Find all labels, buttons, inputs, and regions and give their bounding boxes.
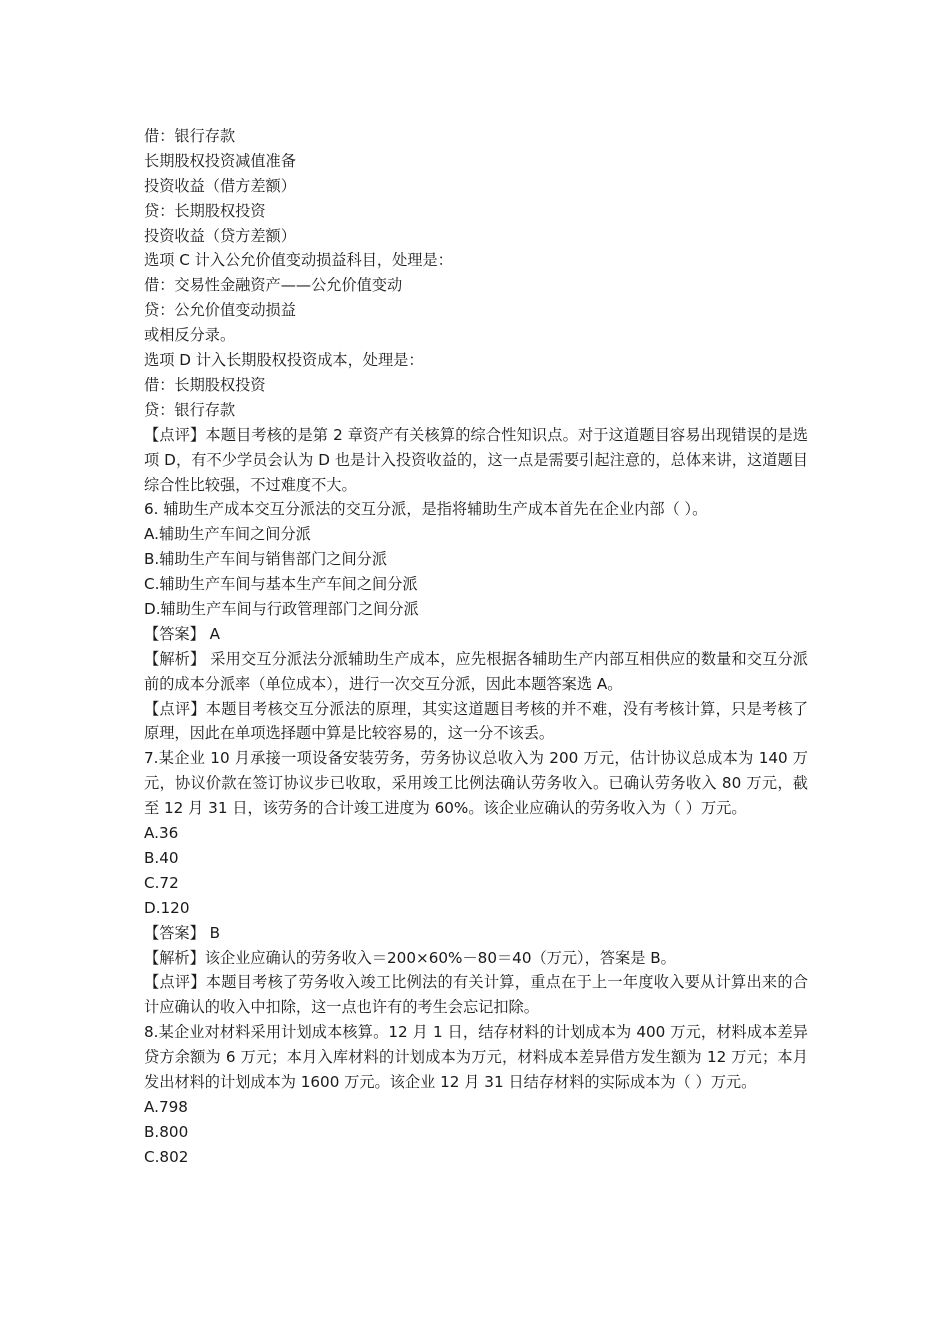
question-6-option: B.辅助生产车间与销售部门之间分派 [144, 550, 388, 569]
question-7-comment: 【点评】本题目考核了劳务收入竣工比例法的有关计算，重点在于上一年度收入要从计算出来的合计应确认的收入中扣除，这一点也许有的考生会忘记扣除。 [144, 973, 808, 1017]
question-7-option: D.120 [144, 898, 190, 917]
question-8-stem: 8.某企业对材料采用计划成本核算。12 月 1 日，结存材料的计划成本为 400 万元，材料成本差异贷方余额为 6 万元；本月入库材料的计划成本为万元，材料成本差异借方发生额为 12 万元；本月发出材料的计划成本为 1600 万元。该企业 12 月 31 日结存材料的实际成本为（ ）万元。 [144, 1023, 808, 1092]
entry-line: 投资收益（借方差额） [144, 176, 296, 195]
entry-line: 选项 C 计入公允价值变动损益科目，处理是： [144, 251, 453, 270]
entry-line: 或相反分录。 [144, 326, 236, 345]
document-body [144, 124, 808, 1170]
question-8-option: A.798 [144, 1098, 188, 1116]
question-7-stem: 7.某企业 10 月承接一项设备安装劳务，劳务协议总收入为 200 万元，估计协议总成本为 140 万元，协议价款在签订协议步已收取，采用竣工比例法确认劳务收入。已确认劳务收入 80 万元，截至 12 月 31 日，该劳务的合计竣工进度为 60%。该企业应确认的劳务收入为（ ）万元。 [144, 749, 808, 818]
question-7-analysis: 【解析】该企业应确认的劳务收入＝200×60%－80＝40（万元），答案是 B。 [144, 948, 676, 967]
entry-line: 投资收益（贷方差额） [144, 226, 296, 245]
comment-q5: 【点评】本题目考核的是第 2 章资产有关核算的综合性知识点。对于这道题目容易出现错误的是选项 D，有不少学员会认为 D 也是计入投资收益的，这一点是需要引起注意的，总体来讲，这道题目综合性比较强，不过难度不大。 [144, 425, 808, 494]
question-7-option: C.72 [144, 873, 179, 892]
entry-line: 贷：银行存款 [144, 400, 236, 419]
question-6-comment: 【点评】本题目考核交互分派法的原理，其实这道题目考核的并不难，没有考核计算，只是考核了原理，因此在单项选择题中算是比较容易的，这一分不该丢。 [144, 699, 808, 743]
entry-line: 贷：公允价值变动损益 [144, 301, 296, 320]
question-7-answer: 【答案】 B [144, 923, 220, 942]
question-6-option: C.辅助生产车间与基本生产车间之间分派 [144, 575, 418, 594]
question-7-option: B.40 [144, 849, 179, 867]
entry-line: 贷：长期股权投资 [144, 201, 266, 220]
question-6-option: A.辅助生产车间之间分派 [144, 525, 311, 544]
question-8-option: B.800 [144, 1122, 189, 1141]
question-6-analysis: 【解析】 采用交互分派法分派辅助生产成本，应先根据各辅助生产内部互相供应的数量和交互分派前的成本分派率（单位成本），进行一次交互分派，因此本题答案选 A。 [144, 649, 808, 693]
entry-line: 长期股权投资减值准备 [144, 151, 296, 170]
entry-line: 借：长期股权投资 [144, 375, 266, 394]
question-6-stem: 6. 辅助生产成本交互分派法的交互分派，是指将辅助生产成本首先在企业内部（ ）。 [144, 500, 708, 519]
entry-line: 借：银行存款 [144, 127, 236, 145]
entry-line: 选项 D 计入长期股权投资成本，处理是： [144, 351, 424, 370]
entry-line: 借：交易性金融资产——公允价值变动 [144, 276, 403, 295]
question-8-option: C.802 [144, 1147, 189, 1166]
question-6-option: D.辅助生产车间与行政管理部门之间分派 [144, 599, 419, 618]
question-7-option: A.36 [144, 824, 179, 843]
question-6-answer: 【答案】 A [144, 624, 220, 643]
